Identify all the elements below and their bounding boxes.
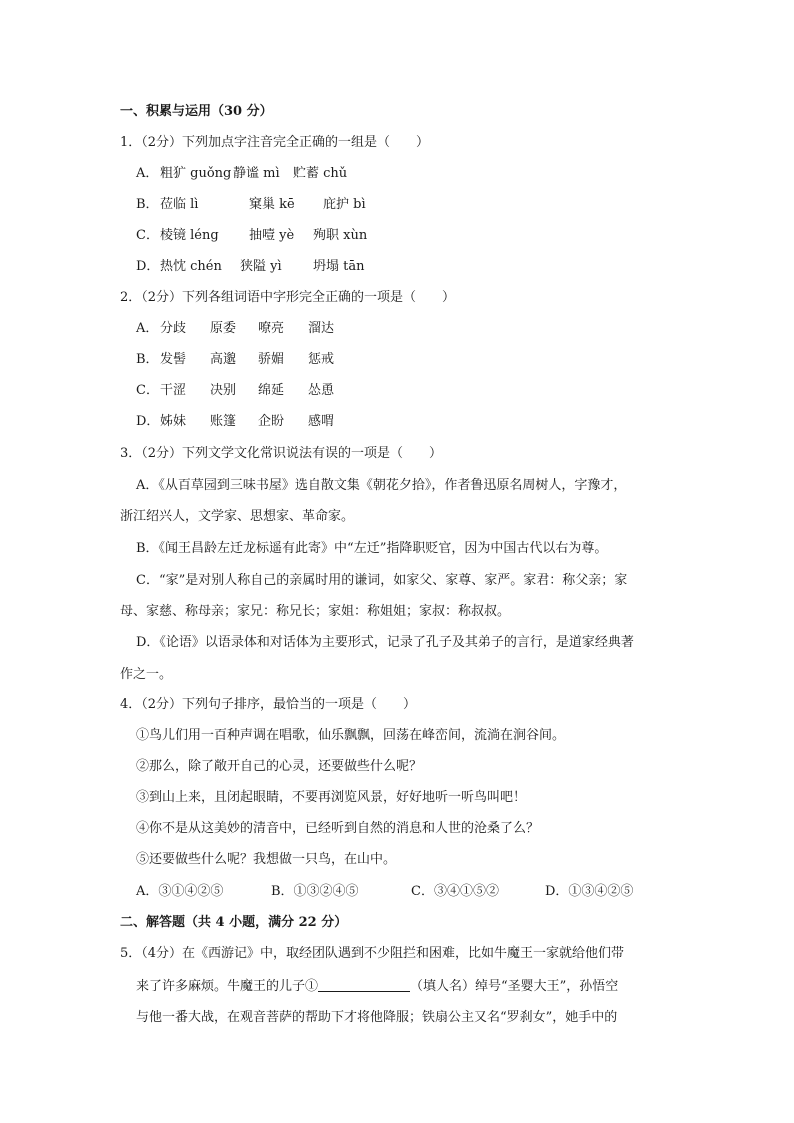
- q2-option-c: C．干涩 决别 绵延 怂恿: [136, 383, 335, 398]
- q1-option-b: B．莅临 lì 窠巢 kē 庇护 bì: [136, 197, 366, 212]
- q2-option-b: B．发髻 高邈 骄媚 惩戒: [136, 352, 335, 367]
- q3-stem: 3．（2分）下列文学文化常识说法有误的一项是（ ）: [120, 446, 443, 461]
- section2-title: 二、解答题（共 4 小题，满分 22 分）: [120, 915, 348, 930]
- q5-line3: 与他一番大战，在观音菩萨的帮助下才将他降服；铁扇公主又名“罗刹女”，她手中的: [136, 1010, 618, 1025]
- q1-option-a: A． 粗犷 guǒng 静谧 mì 贮蓄 chǔ: [136, 166, 348, 181]
- q4-options: [136, 884, 633, 900]
- q3-option-c-line2: 母、家慈、称母亲；家兄：称兄长；家姐：称姐姐；家叔：称叔叔。: [120, 604, 511, 619]
- section1-title: 一、积累与运用（30 分）: [120, 104, 273, 119]
- q5-line2: 来了许多麻烦。牛魔王的儿子① （填人名）绰号“圣婴大王”，孙悟空: [136, 979, 619, 994]
- q4-option-b: B．①③②④⑤: [271, 884, 359, 899]
- q2-option-a: A． 分歧 原委 嘹亮 溜达: [136, 321, 335, 336]
- q4-option-a: A．③①④②⑤: [136, 884, 224, 899]
- q5-line1: 5．（4分）在《西游记》中，取经团队遇到不少阻拦和困难，比如牛魔王一家就给他们带: [120, 946, 625, 961]
- q4-sentence-1: ①鸟儿们用一百种声调在唱歌，仙乐飘飘，回荡在峰峦间，流淌在涧谷间。: [136, 728, 566, 743]
- q1-stem: 1．（2分）下列加点字注音完全正确的一组是（ ）: [120, 135, 430, 150]
- answer-blank-1[interactable]: [318, 977, 410, 992]
- q2-stem: 2．（2分）下列各组词语中字形完全正确的一项是（ ）: [120, 290, 456, 305]
- q4-sentence-2: ②那么，除了敞开自己的心灵，还要做些什么呢？: [136, 759, 423, 774]
- q3-option-a-line2: 浙江绍兴人，文学家、思想家、革命家。: [120, 509, 355, 524]
- q4-sentence-4: ④你不是从这美妙的清音中，已经听到自然的消息和人世的沧桑了么？: [136, 821, 540, 836]
- q4-sentence-3: ③到山上来，且闭起眼睛，不要再浏览风景，好好地听一听鸟叫吧！: [136, 790, 527, 805]
- q4-sentence-5: ⑤还要做些什么呢？我想做一只鸟，在山中。: [136, 852, 397, 867]
- q3-option-d-line1: D．《论语》以语录体和对话体为主要形式，记录了孔子及其弟子的言行，是道家经典著: [136, 635, 634, 650]
- q4-stem: 4．（2分）下列句子排序，最恰当的一项是（ ）: [120, 697, 417, 712]
- q1-option-d: D．热忱 chén 狭隘 yì 坍塌 tān: [136, 259, 365, 274]
- q2-option-d: D．姊妹 账篷 企盼 感喟: [136, 414, 335, 429]
- q4-option-d: D．①③④②⑤: [545, 884, 634, 899]
- q3-option-a-line1: A．《从百草园到三味书屋》选自散文集《朝花夕拾》，作者鲁迅原名周树人，字豫才，: [136, 478, 627, 493]
- q3-option-c-line1: C．“家”是对别人称自己的亲属时用的谦词，如家父、家尊、家严。家君：称父亲；家: [136, 573, 628, 588]
- q3-option-d-line2: 作之一。: [120, 667, 173, 682]
- q1-option-c: C．棱镜 léng 抽噎 yè 殉职 xùn: [136, 228, 368, 243]
- q3-option-b: B．《闻王昌龄左迁龙标遥有此寄》中“左迁”指降职贬官，因为中国古代以右为尊。: [136, 541, 608, 556]
- q4-option-c: C．③④①⑤②: [411, 884, 499, 899]
